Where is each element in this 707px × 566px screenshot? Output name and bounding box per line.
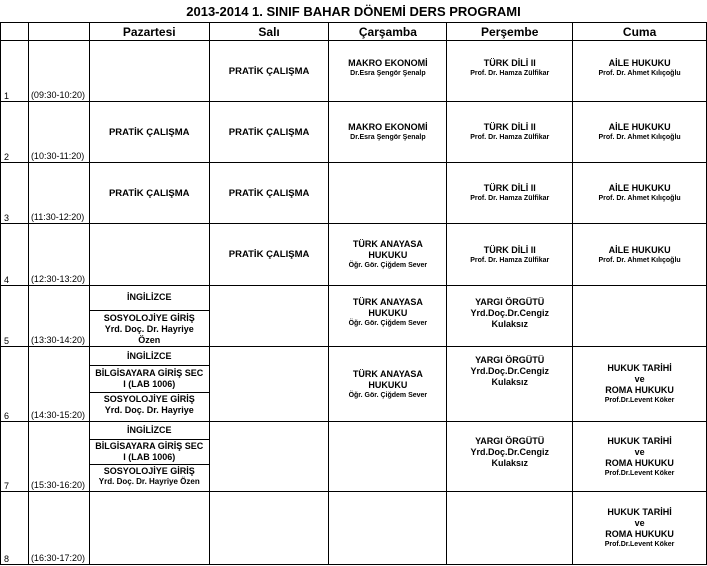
- slot-row-2: [1, 102, 707, 163]
- cell-wednesday: [329, 41, 447, 102]
- course-teacher: Dr.Esra Şengör Şenalp: [350, 134, 426, 141]
- cell-monday: [89, 163, 209, 224]
- course-teacher: Prof. Dr. Ahmet Kılıçoğlu: [598, 134, 681, 141]
- subcell: [90, 439, 209, 464]
- course-name: PRATİK ÇALIŞMA: [108, 126, 190, 138]
- course-teacher: Prof. Dr. Hamza Zülfikar: [470, 195, 550, 202]
- slot-row-8: [1, 492, 707, 565]
- slot-row-3: [1, 163, 707, 224]
- course-teacher-line-1: Yrd.Doç.Dr.Cengiz: [470, 308, 549, 318]
- cell-friday: [573, 102, 707, 163]
- cell-tuesday: [209, 422, 329, 492]
- slot-number: 3: [1, 163, 29, 224]
- subcell: [90, 392, 209, 416]
- course-name-line-1: TÜRK ANAYASA: [352, 297, 423, 307]
- course-teacher-line-2: Kulaksız: [491, 458, 528, 468]
- course-name: YARGI ÖRGÜTÜ: [475, 355, 545, 365]
- course-name: İNGİLİZCE: [127, 292, 172, 302]
- cell-friday: [573, 422, 707, 492]
- subcell: [90, 310, 209, 346]
- course-name: PRATİK ÇALIŞMA: [228, 187, 310, 199]
- cell-monday: [89, 422, 209, 492]
- subcell: [90, 464, 209, 486]
- slot-time: (10:30-11:20): [28, 102, 89, 163]
- course-name-line-3: ROMA HUKUKU: [605, 457, 674, 468]
- course-name-line-2: HUKUKU: [368, 308, 408, 318]
- course-teacher: Prof.Dr.Levent Köker: [604, 397, 675, 404]
- course-teacher: Prof.Dr.Levent Köker: [604, 541, 675, 548]
- course-teacher-line-2: Kulaksız: [491, 319, 528, 329]
- course-name-line-2: I (LAB 1006): [123, 379, 176, 389]
- course-name: SOSYOLOJİYE GİRİŞ: [103, 394, 195, 404]
- course-teacher: Öğr. Gör. Çiğdem Sever: [348, 320, 428, 327]
- cell-friday: [573, 41, 707, 102]
- course-name-line-2: HUKUKU: [368, 379, 408, 390]
- cell-monday: [89, 286, 209, 347]
- course-teacher: Öğr. Gör. Çiğdem Sever: [348, 262, 428, 269]
- slot-number: 6: [1, 347, 29, 422]
- slot-time: (15:30-16:20): [28, 422, 89, 492]
- course-teacher: Yrd. Doç. Dr. Hayriye: [104, 405, 194, 415]
- course-name: PRATİK ÇALIŞMA: [108, 187, 190, 199]
- cell-monday: [89, 224, 209, 286]
- cell-friday: [573, 347, 707, 422]
- cell-wednesday: [329, 102, 447, 163]
- cell-friday: [573, 286, 707, 347]
- cell-tuesday: [209, 286, 329, 347]
- course-name: SOSYOLOJİYE GİRİŞ: [103, 466, 195, 476]
- course-teacher-line-1: Yrd.Doç.Dr.Cengiz: [470, 447, 549, 457]
- cell-thursday: [447, 422, 573, 492]
- page-title: 2013-2014 1. SINIF BAHAR DÖNEMİ DERS PROGRAMI: [186, 4, 521, 19]
- course-teacher: Prof. Dr. Hamza Zülfikar: [470, 134, 550, 141]
- course-name: İNGİLİZCE: [127, 351, 172, 361]
- course-name-line-1: HUKUK TARİHİ: [607, 363, 672, 373]
- slot-row-4: [1, 224, 707, 286]
- slot-time: (14:30-15:20): [28, 347, 89, 422]
- cell-wednesday: [329, 163, 447, 224]
- cell-monday: [89, 492, 209, 565]
- course-name-line-1: HUKUK TARİHİ: [607, 435, 672, 446]
- course-name-line-1: BİLGİSAYARA GİRİŞ SEC: [95, 368, 204, 378]
- cell-thursday: [447, 41, 573, 102]
- course-teacher: Yrd. Doç. Dr. Hayriye Özen: [98, 477, 200, 486]
- course-name: TÜRK DİLİ II: [483, 244, 536, 255]
- cell-tuesday: [209, 41, 329, 102]
- course-name-line-2: ve: [634, 446, 645, 457]
- slot-row-5: [1, 286, 707, 347]
- cell-thursday: [447, 286, 573, 347]
- slot-row-1: [1, 41, 707, 102]
- cell-monday: [89, 347, 209, 422]
- course-name-line-1: TÜRK ANAYASA: [352, 368, 423, 379]
- corner-cell: [1, 23, 29, 41]
- course-teacher-line-2: Kulaksız: [491, 377, 528, 387]
- header-row: [1, 23, 707, 41]
- slot-number: 4: [1, 224, 29, 286]
- day-header-friday: Cuma: [573, 23, 707, 41]
- subcell: [90, 347, 209, 365]
- slot-time: (12:30-13:20): [28, 224, 89, 286]
- course-teacher: Öğr. Gör. Çiğdem Sever: [348, 391, 428, 399]
- course-name: YARGI ÖRGÜTÜ: [475, 297, 545, 307]
- day-header-tuesday: Salı: [209, 23, 329, 41]
- course-name-line-1: HUKUK TARİHİ: [607, 507, 672, 517]
- cell-thursday: [447, 224, 573, 286]
- slot-time: (11:30-12:20): [28, 163, 89, 224]
- cell-monday: [89, 102, 209, 163]
- course-name-line-2: ve: [634, 374, 645, 384]
- cell-monday: [89, 41, 209, 102]
- cell-wednesday: [329, 286, 447, 347]
- time-header-cell: [28, 23, 89, 41]
- course-teacher: Prof. Dr. Ahmet Kılıçoğlu: [598, 70, 681, 77]
- slot-number: 5: [1, 286, 29, 347]
- slot-time: (13:30-14:20): [28, 286, 89, 347]
- cell-wednesday: [329, 422, 447, 492]
- cell-tuesday: [209, 492, 329, 565]
- course-name: AİLE HUKUKU: [608, 183, 671, 193]
- cell-wednesday: [329, 347, 447, 422]
- course-name: MAKRO EKONOMİ: [348, 58, 428, 68]
- slot-time: (16:30-17:20): [28, 492, 89, 565]
- cell-tuesday: [209, 224, 329, 286]
- slot-row-6: [1, 347, 707, 422]
- day-header-thursday: Perşembe: [447, 23, 573, 41]
- course-teacher: Prof. Dr. Ahmet Kılıçoğlu: [598, 256, 681, 264]
- cell-friday: [573, 163, 707, 224]
- course-name: PRATİK ÇALIŞMA: [228, 126, 310, 138]
- cell-thursday: [447, 163, 573, 224]
- cell-friday: [573, 492, 707, 565]
- slot-number: 8: [1, 492, 29, 565]
- slot-number: 2: [1, 102, 29, 163]
- cell-thursday: [447, 492, 573, 565]
- subcell: [90, 365, 209, 392]
- course-teacher: Prof. Dr. Hamza Zülfikar: [470, 70, 550, 77]
- course-name-line-2: ve: [634, 518, 645, 528]
- cell-tuesday: [209, 163, 329, 224]
- course-teacher: Prof. Dr. Ahmet Kılıçoğlu: [598, 195, 681, 202]
- course-name-line-1: BİLGİSAYARA GİRİŞ SEC: [95, 441, 204, 451]
- course-name: İNGİLİZCE: [127, 425, 172, 435]
- cell-wednesday: [329, 492, 447, 565]
- cell-friday: [573, 224, 707, 286]
- course-teacher: Prof. Dr. Hamza Zülfikar: [470, 256, 550, 264]
- course-name: TÜRK DİLİ II: [483, 122, 536, 132]
- course-name-line-3: ROMA HUKUKU: [605, 529, 674, 539]
- slot-number: 1: [1, 41, 29, 102]
- cell-thursday: [447, 102, 573, 163]
- schedule-table: [0, 22, 707, 565]
- slot-number: 7: [1, 422, 29, 492]
- course-name-line-2: HUKUKU: [368, 250, 408, 260]
- cell-wednesday: [329, 224, 447, 286]
- subcell: [90, 422, 209, 439]
- course-name: AİLE HUKUKU: [608, 58, 671, 68]
- course-name: AİLE HUKUKU: [608, 122, 671, 132]
- course-name: AİLE HUKUKU: [608, 244, 671, 255]
- course-name: PRATİK ÇALIŞMA: [228, 65, 310, 77]
- course-name: TÜRK DİLİ II: [483, 58, 536, 68]
- cell-tuesday: [209, 102, 329, 163]
- course-teacher-line-1: Yrd.Doç.Dr.Cengiz: [470, 366, 549, 376]
- course-teacher-rest: Özen: [138, 335, 161, 345]
- course-teacher: Yrd. Doç. Dr. Hayriye: [104, 324, 194, 334]
- course-name: PRATİK ÇALIŞMA: [228, 249, 310, 260]
- course-name: MAKRO EKONOMİ: [348, 122, 428, 132]
- slot-row-7: [1, 422, 707, 492]
- day-header-wednesday: Çarşamba: [329, 23, 447, 41]
- cell-tuesday: [209, 347, 329, 422]
- course-name-line-1: TÜRK ANAYASA: [352, 239, 423, 249]
- course-name: YARGI ÖRGÜTÜ: [475, 436, 545, 446]
- cell-thursday: [447, 347, 573, 422]
- course-name-line-2: I (LAB 1006): [123, 452, 176, 462]
- slot-time: (09:30-10:20): [28, 41, 89, 102]
- course-name: TÜRK DİLİ II: [483, 183, 536, 193]
- course-teacher: Prof.Dr.Levent Köker: [604, 469, 675, 477]
- course-teacher: Dr.Esra Şengör Şenalp: [350, 70, 426, 77]
- day-header-monday: Pazartesi: [89, 23, 209, 41]
- course-name: SOSYOLOJİYE GİRİŞ: [103, 313, 195, 323]
- course-name-line-3: ROMA HUKUKU: [605, 385, 674, 395]
